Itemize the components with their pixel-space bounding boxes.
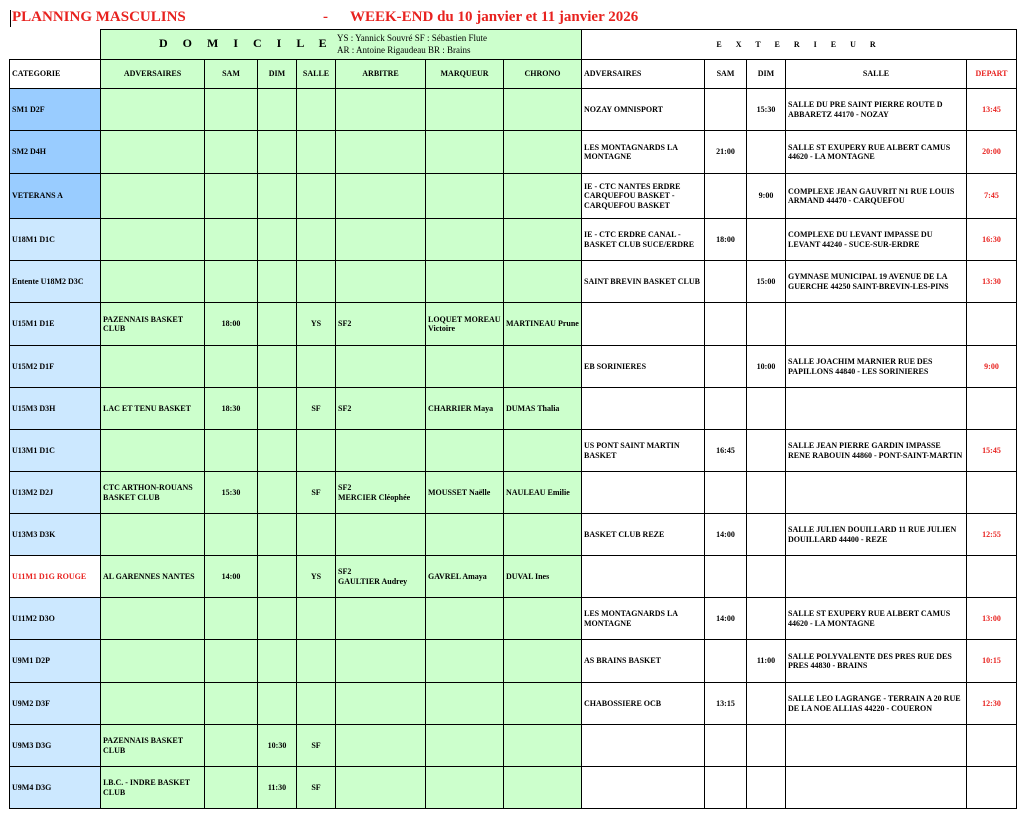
home-sat-time-cell [205, 346, 258, 388]
table-row [10, 174, 1017, 219]
away-sat-time-cell: 18:00 [705, 219, 747, 261]
timekeeper-cell [504, 219, 582, 261]
col-chrono: CHRONO [504, 60, 582, 89]
legend-line-2: AR : Antoine Rigaudeau BR : Brains [337, 45, 471, 55]
scorer-cell [426, 640, 504, 683]
timekeeper-cell [504, 514, 582, 556]
timekeeper-cell [504, 598, 582, 640]
home-sun-time-cell [258, 598, 297, 640]
home-sun-time-cell: 11:30 [258, 767, 297, 809]
category-cell: U9M4 D3G [10, 767, 101, 809]
table-row [10, 598, 1017, 640]
scorer-cell [426, 514, 504, 556]
away-sat-time-cell [705, 725, 747, 767]
away-opponent-cell: IE - CTC ERDRE CANAL - BASKET CLUB SUCE/ERDRE [582, 219, 705, 261]
table-row [10, 89, 1017, 131]
col-sam: SAM [205, 60, 258, 89]
referee-cell [336, 514, 426, 556]
away-venue-cell: SALLE ST EXUPERY RUE ALBERT CAMUS 44620 - LA MONTAGNE [786, 131, 967, 174]
col-ext-salle: SALLE [786, 60, 967, 89]
col-marqueur: MARQUEUR [426, 60, 504, 89]
timekeeper-cell: MARTINEAU Prune [504, 303, 582, 346]
home-sun-time-cell [258, 640, 297, 683]
away-sun-time-cell [747, 430, 786, 472]
scorer-cell: CHARRIER Maya [426, 388, 504, 430]
referee-cell [336, 767, 426, 809]
home-venue-code-cell: SF [297, 725, 336, 767]
referee-cell [336, 131, 426, 174]
departure-time-cell: 13:30 [967, 261, 1017, 303]
home-venue-code-cell: YS [297, 303, 336, 346]
home-opponent-cell [101, 174, 205, 219]
home-venue-code-cell: SF [297, 767, 336, 809]
away-sun-time-cell [747, 219, 786, 261]
table-row [10, 683, 1017, 725]
category-cell: U9M3 D3G [10, 725, 101, 767]
away-venue-cell: SALLE JOACHIM MARNIER RUE DES PAPILLONS 44840 - LES SORINIERES [786, 346, 967, 388]
referee-cell [336, 174, 426, 219]
timekeeper-cell [504, 131, 582, 174]
away-opponent-cell [582, 388, 705, 430]
home-sun-time-cell [258, 261, 297, 303]
home-opponent-cell [101, 514, 205, 556]
away-sun-time-cell: 11:00 [747, 640, 786, 683]
col-arbitre: ARBITRE [336, 60, 426, 89]
away-opponent-cell: LES MONTAGNARDS LA MONTAGNE [582, 598, 705, 640]
home-opponent-cell: AL GARENNES NANTES [101, 556, 205, 598]
home-opponent-cell [101, 430, 205, 472]
departure-time-cell [967, 388, 1017, 430]
scorer-cell: LOQUET MOREAU Victoire [426, 303, 504, 346]
table-row [10, 346, 1017, 388]
scorer-cell [426, 131, 504, 174]
home-sun-time-cell [258, 472, 297, 514]
title-separator: - [323, 9, 328, 25]
home-venue-code-cell [297, 514, 336, 556]
away-sat-time-cell: 14:00 [705, 598, 747, 640]
departure-time-cell: 15:45 [967, 430, 1017, 472]
away-sun-time-cell [747, 598, 786, 640]
category-cell: U15M3 D3H [10, 388, 101, 430]
planning-table [9, 29, 1017, 809]
domicile-header [101, 30, 582, 60]
departure-time-cell: 12:30 [967, 683, 1017, 725]
away-sun-time-cell: 9:00 [747, 174, 786, 219]
home-opponent-cell [101, 89, 205, 131]
table-row [10, 131, 1017, 174]
timekeeper-cell [504, 430, 582, 472]
away-sun-time-cell [747, 514, 786, 556]
away-venue-cell: SALLE DU PRE SAINT PIERRE ROUTE D ABBARETZ 44170 - NOZAY [786, 89, 967, 131]
away-venue-cell [786, 303, 967, 346]
home-opponent-cell: CTC ARTHON-ROUANS BASKET CLUB [101, 472, 205, 514]
away-opponent-cell: EB SORINIERES [582, 346, 705, 388]
home-sat-time-cell [205, 767, 258, 809]
scorer-cell [426, 598, 504, 640]
home-sat-time-cell [205, 683, 258, 725]
home-sat-time-cell [205, 640, 258, 683]
away-sat-time-cell [705, 640, 747, 683]
scorer-cell: GAVREL Amaya [426, 556, 504, 598]
away-sat-time-cell: 21:00 [705, 131, 747, 174]
scorer-cell [426, 430, 504, 472]
category-cell: U15M2 D1F [10, 346, 101, 388]
scorer-cell [426, 89, 504, 131]
away-sat-time-cell [705, 346, 747, 388]
away-sat-time-cell [705, 174, 747, 219]
table-row [10, 514, 1017, 556]
away-opponent-cell: LES MONTAGNARDS LA MONTAGNE [582, 131, 705, 174]
away-sun-time-cell [747, 767, 786, 809]
referee-cell [336, 556, 426, 598]
home-opponent-cell [101, 598, 205, 640]
away-venue-cell: SALLE LEO LAGRANGE - TERRAIN A 20 RUE DE LA NOE ALLIAS 44220 - COUERON [786, 683, 967, 725]
away-venue-cell [786, 725, 967, 767]
home-sun-time-cell [258, 303, 297, 346]
home-sun-time-cell [258, 89, 297, 131]
departure-time-cell [967, 767, 1017, 809]
away-sun-time-cell: 10:00 [747, 346, 786, 388]
title-weekend: WEEK-END du 10 janvier et 11 janvier 2026 [350, 9, 639, 25]
departure-time-cell: 12:55 [967, 514, 1017, 556]
legend-line-1: YS : Yannick Souvré SF : Sébastien Flute [337, 33, 488, 43]
home-opponent-cell [101, 640, 205, 683]
home-sun-time-cell [258, 514, 297, 556]
table-row [10, 219, 1017, 261]
away-opponent-cell [582, 725, 705, 767]
home-opponent-cell [101, 261, 205, 303]
away-sat-time-cell [705, 261, 747, 303]
home-sun-time-cell [258, 219, 297, 261]
category-cell: U13M3 D3K [10, 514, 101, 556]
away-sun-time-cell [747, 303, 786, 346]
timekeeper-cell [504, 640, 582, 683]
away-sat-time-cell [705, 767, 747, 809]
title-planning: PLANNING MASCULINS [12, 9, 186, 25]
col-ext-dim: DIM [747, 60, 786, 89]
category-cell: U13M1 D1C [10, 430, 101, 472]
table-row [10, 556, 1017, 598]
home-venue-code-cell [297, 174, 336, 219]
timekeeper-cell: DUVAL Ines [504, 556, 582, 598]
corner-blank [10, 30, 101, 60]
timekeeper-cell: NAULEAU Emilie [504, 472, 582, 514]
away-opponent-cell: AS BRAINS BASKET [582, 640, 705, 683]
away-sun-time-cell: 15:00 [747, 261, 786, 303]
away-venue-cell [786, 388, 967, 430]
referee-cell [336, 261, 426, 303]
home-venue-code-cell [297, 219, 336, 261]
category-cell: SM1 D2F [10, 89, 101, 131]
home-venue-code-cell: YS [297, 556, 336, 598]
away-sat-time-cell [705, 303, 747, 346]
home-venue-code-cell: SF [297, 472, 336, 514]
referee-code: SF2 [338, 319, 352, 329]
away-opponent-cell [582, 556, 705, 598]
category-cell: Entente U18M2 D3C [10, 261, 101, 303]
referee-cell [336, 89, 426, 131]
home-sun-time-cell [258, 346, 297, 388]
departure-time-cell [967, 472, 1017, 514]
away-sat-time-cell: 14:00 [705, 514, 747, 556]
scorer-cell [426, 767, 504, 809]
away-opponent-cell: US PONT SAINT MARTIN BASKET [582, 430, 705, 472]
away-sat-time-cell: 16:45 [705, 430, 747, 472]
home-sat-time-cell [205, 725, 258, 767]
title-bar [10, 9, 1010, 29]
category-cell: SM2 D4H [10, 131, 101, 174]
col-ext-sam: SAM [705, 60, 747, 89]
referee-cell [336, 346, 426, 388]
timekeeper-cell [504, 261, 582, 303]
category-cell: U18M1 D1C [10, 219, 101, 261]
category-cell: U9M1 D2P [10, 640, 101, 683]
away-opponent-cell: IE - CTC NANTES ERDRE CARQUEFOU BASKET - CARQUEFOU BASKET [582, 174, 705, 219]
home-opponent-cell [101, 131, 205, 174]
table-row [10, 303, 1017, 346]
referee-code: SF2 [338, 483, 352, 493]
timekeeper-cell [504, 174, 582, 219]
timekeeper-cell [504, 89, 582, 131]
referee-cell [336, 219, 426, 261]
category-cell: VETERANS A [10, 174, 101, 219]
table-row [10, 472, 1017, 514]
home-sat-time-cell [205, 261, 258, 303]
home-sun-time-cell [258, 683, 297, 725]
away-opponent-cell [582, 472, 705, 514]
home-venue-code-cell [297, 430, 336, 472]
away-venue-cell: GYMNASE MUNICIPAL 19 AVENUE DE LA GUERCHE 44250 SAINT-BREVIN-LES-PINS [786, 261, 967, 303]
away-sat-time-cell [705, 472, 747, 514]
away-opponent-cell: CHABOSSIERE OCB [582, 683, 705, 725]
home-opponent-cell [101, 346, 205, 388]
referee-cell [336, 598, 426, 640]
scorer-cell [426, 219, 504, 261]
departure-time-cell: 13:45 [967, 89, 1017, 131]
home-sun-time-cell [258, 174, 297, 219]
home-opponent-cell: PAZENNAIS BASKET CLUB [101, 725, 205, 767]
home-sat-time-cell [205, 219, 258, 261]
home-venue-code-cell: SF [297, 388, 336, 430]
referee-code: SF2 [338, 403, 352, 413]
away-opponent-cell: BASKET CLUB REZE [582, 514, 705, 556]
col-adversaires: ADVERSAIRES [101, 60, 205, 89]
home-sun-time-cell: 10:30 [258, 725, 297, 767]
referee-cell [336, 303, 426, 346]
away-venue-cell: COMPLEXE JEAN GAUVRIT N1 RUE LOUIS ARMAND 44470 - CARQUEFOU [786, 174, 967, 219]
home-sat-time-cell [205, 174, 258, 219]
departure-time-cell: 20:00 [967, 131, 1017, 174]
home-venue-code-cell [297, 598, 336, 640]
home-opponent-cell [101, 219, 205, 261]
timekeeper-cell: DUMAS Thalia [504, 388, 582, 430]
away-venue-cell: SALLE JEAN PIERRE GARDIN IMPASSE RENE RABOUIN 44860 - PONT-SAINT-MARTIN [786, 430, 967, 472]
departure-time-cell [967, 556, 1017, 598]
home-sat-time-cell: 18:00 [205, 303, 258, 346]
table-row [10, 388, 1017, 430]
table-row [10, 725, 1017, 767]
home-venue-code-cell [297, 346, 336, 388]
home-venue-code-cell [297, 89, 336, 131]
timekeeper-cell [504, 767, 582, 809]
scorer-cell: MOUSSET Naëlle [426, 472, 504, 514]
departure-time-cell: 10:15 [967, 640, 1017, 683]
category-cell: U13M2 D2J [10, 472, 101, 514]
away-venue-cell: SALLE JULIEN DOUILLARD 11 RUE JULIEN DOUILLARD 44400 - REZE [786, 514, 967, 556]
table-row [10, 430, 1017, 472]
home-opponent-cell: LAC ET TENU BASKET [101, 388, 205, 430]
table-row [10, 261, 1017, 303]
text-cursor [10, 10, 11, 27]
home-sat-time-cell [205, 131, 258, 174]
home-sat-time-cell: 14:00 [205, 556, 258, 598]
departure-time-cell: 16:30 [967, 219, 1017, 261]
home-sat-time-cell [205, 89, 258, 131]
away-sat-time-cell [705, 388, 747, 430]
home-venue-code-cell [297, 131, 336, 174]
scorer-cell [426, 261, 504, 303]
away-opponent-cell [582, 767, 705, 809]
timekeeper-cell [504, 346, 582, 388]
scorer-cell [426, 174, 504, 219]
domicile-legend [337, 32, 487, 56]
away-venue-cell [786, 472, 967, 514]
departure-time-cell: 7:45 [967, 174, 1017, 219]
referee-name: MERCIER Cléophée [338, 492, 411, 502]
home-venue-code-cell [297, 683, 336, 725]
away-sat-time-cell: 13:15 [705, 683, 747, 725]
category-cell: U11M2 D3O [10, 598, 101, 640]
col-ext-adversaires: ADVERSAIRES [582, 60, 705, 89]
home-sat-time-cell: 18:30 [205, 388, 258, 430]
table-row [10, 640, 1017, 683]
away-venue-cell [786, 556, 967, 598]
away-venue-cell: SALLE ST EXUPERY RUE ALBERT CAMUS 44620 - LA MONTAGNE [786, 598, 967, 640]
timekeeper-cell [504, 725, 582, 767]
referee-cell [336, 725, 426, 767]
away-sun-time-cell [747, 556, 786, 598]
away-sun-time-cell [747, 388, 786, 430]
col-salle: SALLE [297, 60, 336, 89]
away-venue-cell: SALLE POLYVALENTE DES PRES RUE DES PRES 44830 - BRAINS [786, 640, 967, 683]
table-row [10, 767, 1017, 809]
departure-time-cell: 9:00 [967, 346, 1017, 388]
away-venue-cell [786, 767, 967, 809]
away-sun-time-cell [747, 725, 786, 767]
referee-cell [336, 472, 426, 514]
referee-cell [336, 388, 426, 430]
departure-time-cell [967, 303, 1017, 346]
home-opponent-cell: I.B.C. - INDRE BASKET CLUB [101, 767, 205, 809]
timekeeper-cell [504, 683, 582, 725]
away-opponent-cell: NOZAY OMNISPORT [582, 89, 705, 131]
col-categorie: CATEGORIE [10, 60, 101, 89]
scorer-cell [426, 346, 504, 388]
away-opponent-cell [582, 303, 705, 346]
home-sun-time-cell [258, 430, 297, 472]
home-venue-code-cell [297, 261, 336, 303]
home-sat-time-cell [205, 514, 258, 556]
away-opponent-cell: SAINT BREVIN BASKET CLUB [582, 261, 705, 303]
referee-cell [336, 683, 426, 725]
home-sun-time-cell [258, 131, 297, 174]
away-sat-time-cell [705, 556, 747, 598]
departure-time-cell [967, 725, 1017, 767]
home-opponent-cell: PAZENNAIS BASKET CLUB [101, 303, 205, 346]
category-cell: U9M2 D3F [10, 683, 101, 725]
home-sat-time-cell: 15:30 [205, 472, 258, 514]
home-sat-time-cell [205, 598, 258, 640]
away-venue-cell: COMPLEXE DU LEVANT IMPASSE DU LEVANT 44240 - SUCE-SUR-ERDRE [786, 219, 967, 261]
home-sun-time-cell [258, 556, 297, 598]
referee-name: GAULTIER Audrey [338, 576, 408, 586]
away-sun-time-cell [747, 472, 786, 514]
category-cell: U11M1 D1G ROUGE [10, 556, 101, 598]
referee-cell [336, 640, 426, 683]
exterieur-header: E X T E R I E U R [582, 30, 1017, 60]
departure-time-cell: 13:00 [967, 598, 1017, 640]
home-sun-time-cell [258, 388, 297, 430]
away-sun-time-cell: 15:30 [747, 89, 786, 131]
scorer-cell [426, 725, 504, 767]
away-sun-time-cell [747, 131, 786, 174]
referee-code: SF2 [338, 567, 352, 577]
home-sat-time-cell [205, 430, 258, 472]
col-depart: DEPART [967, 60, 1017, 89]
col-dim: DIM [258, 60, 297, 89]
away-sat-time-cell [705, 89, 747, 131]
away-sun-time-cell [747, 683, 786, 725]
referee-cell [336, 430, 426, 472]
scorer-cell [426, 683, 504, 725]
home-opponent-cell [101, 683, 205, 725]
category-cell: U15M1 D1E [10, 303, 101, 346]
domicile-label: D O M I C I L E [159, 36, 333, 50]
home-venue-code-cell [297, 640, 336, 683]
